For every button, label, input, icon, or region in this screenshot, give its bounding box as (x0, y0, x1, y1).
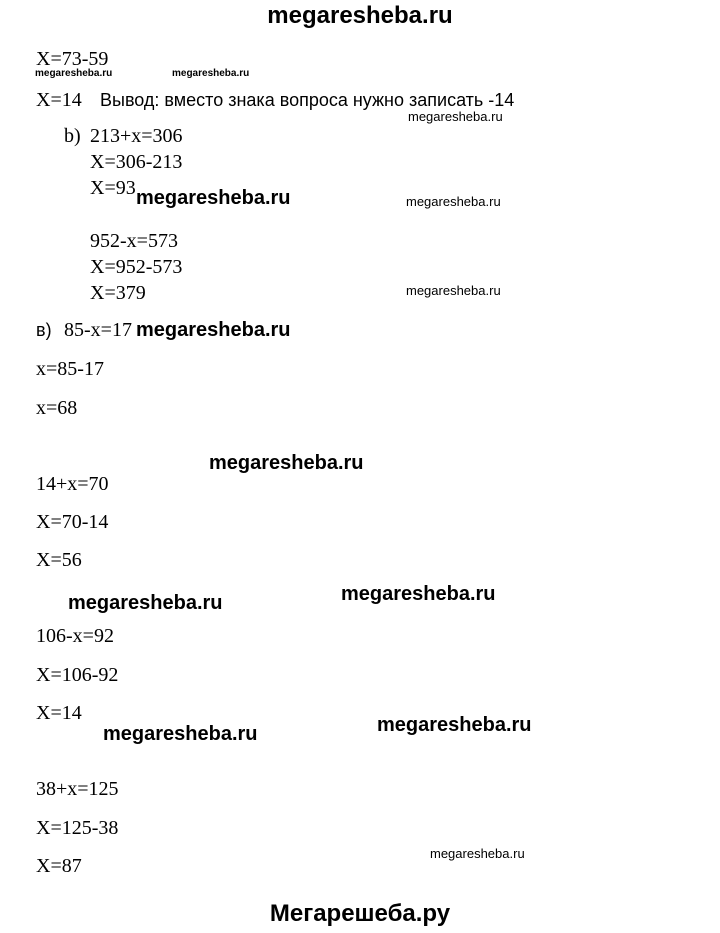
conclusion-text: Вывод: вместо знака вопроса нужно записать -14 (100, 90, 515, 110)
solution-line: X=306-213 (90, 151, 183, 173)
solution-line: X=87 (36, 855, 82, 877)
solution-line: x=68 (36, 397, 78, 419)
solution-line: X=93 (90, 177, 136, 199)
site-footer: Мегарешеба.ру (269, 900, 451, 927)
watermark: megaresheba.ru (136, 319, 291, 341)
solution-line: X=952-573 (90, 256, 183, 278)
solution-line: X=106-92 (36, 664, 119, 686)
watermark: megaresheba.ru (406, 194, 501, 209)
solution-line: X=379 (90, 282, 146, 304)
watermark: megaresheba.ru (103, 723, 258, 745)
watermark: megaresheba.ru (136, 187, 291, 209)
site-header: megaresheba.ru (267, 2, 453, 29)
solution-line: X=70-14 (36, 511, 109, 533)
solution-line: X=56 (36, 549, 82, 571)
watermark: megaresheba.ru (430, 846, 525, 861)
watermark: megaresheba.ru (209, 452, 364, 474)
watermark: megaresheba.ru (35, 68, 113, 79)
watermark: megaresheba.ru (172, 68, 250, 79)
solution-line: 952-x=573 (90, 230, 178, 252)
watermark: megaresheba.ru (68, 592, 223, 614)
solution-line: x=85-17 (36, 358, 104, 380)
solution-line: X=73-59 (36, 48, 109, 70)
solution-line: 106-x=92 (36, 625, 114, 647)
section-label-b: b) (64, 125, 81, 147)
solution-line: 38+x=125 (36, 778, 119, 800)
solution-line: X=14 (36, 702, 82, 724)
solution-line: X=125-38 (36, 817, 119, 839)
solution-line: 85-x=17 (64, 319, 132, 341)
solution-line: 14+x=70 (36, 473, 109, 495)
solution-line: X=14 (36, 89, 82, 111)
section-label-v: в) (36, 320, 52, 340)
watermark: megaresheba.ru (377, 714, 532, 736)
watermark: megaresheba.ru (406, 283, 501, 298)
solution-line: 213+x=306 (90, 125, 183, 147)
watermark: megaresheba.ru (341, 583, 496, 605)
watermark: megaresheba.ru (408, 109, 503, 124)
